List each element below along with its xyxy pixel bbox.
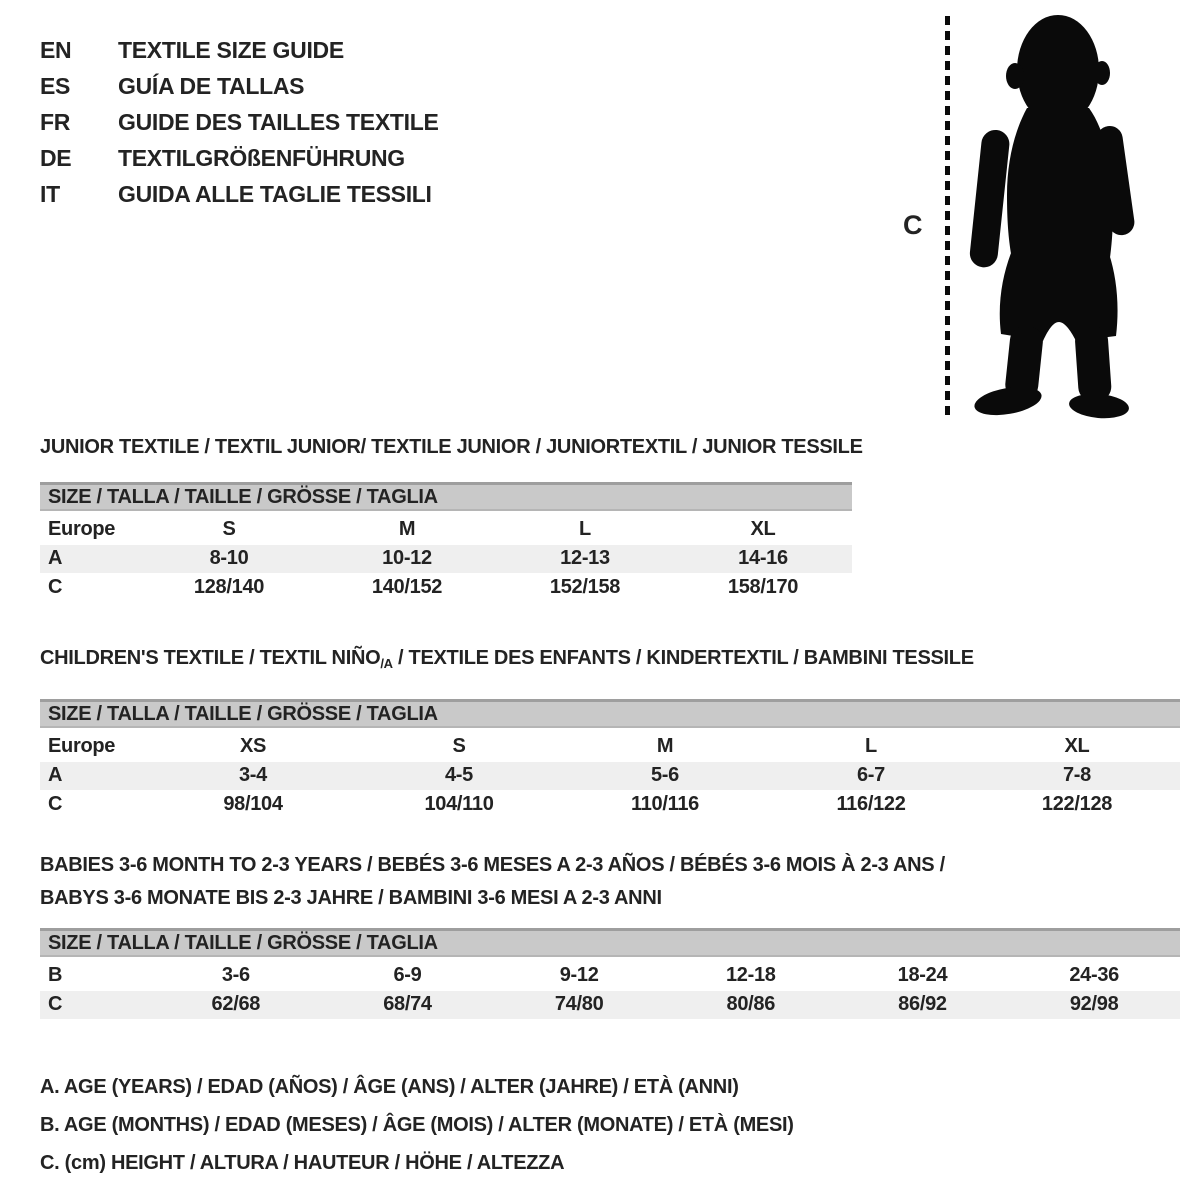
babies-size-header: SIZE / TALLA / TAILLE / GRÖSSE / TAGLIA [40, 928, 1180, 957]
legend-note-c: C. (cm) HEIGHT / ALTURA / HAUTEUR / HÖHE / ALTEZZA [40, 1152, 565, 1174]
cell-value: 12-13 [496, 544, 674, 573]
table-row [40, 990, 1180, 1019]
cell-value: 158/170 [674, 573, 852, 602]
cell-value: 122/128 [974, 790, 1180, 819]
size-column-header: S [140, 515, 318, 544]
cell-value: 98/104 [150, 790, 356, 819]
cell-value: 4-5 [356, 761, 562, 790]
size-column-header: M [318, 515, 496, 544]
cell-value: 14-16 [674, 544, 852, 573]
cell-value: 6-7 [768, 761, 974, 790]
junior-size-header: SIZE / TALLA / TAILLE / GRÖSSE / TAGLIA [40, 482, 852, 511]
row-label: C [40, 573, 140, 602]
size-column-header: L [768, 732, 974, 761]
row-label: C [40, 790, 150, 819]
language-code: EN [40, 37, 72, 63]
legend-note-a: A. AGE (YEARS) / EDAD (AÑOS) / ÂGE (ANS) / ALTER (JAHRE) / ETÀ (ANNI) [40, 1076, 739, 1098]
guide-title: GUIDE DES TAILLES TEXTILE [118, 109, 439, 135]
row-label: B [40, 961, 150, 990]
cell-value: 24-36 [1008, 961, 1180, 990]
babies-section-title-line1: BABIES 3-6 MONTH TO 2-3 YEARS / BEBÉS 3-6 MESES A 2-3 AÑOS / BÉBÉS 3-6 MOIS À 2-3 ANS / [40, 854, 945, 876]
table-row [40, 961, 1180, 990]
row-label: A [40, 544, 140, 573]
guide-title: GUIDA ALLE TAGLIE TESSILI [118, 181, 432, 207]
cell-value: 18-24 [837, 961, 1009, 990]
row-label: A [40, 761, 150, 790]
legend-notes [40, 1068, 794, 1182]
cell-value: 62/68 [150, 990, 322, 1019]
cell-value: 68/74 [322, 990, 494, 1019]
row-label: C [40, 990, 150, 1019]
table-row [40, 573, 852, 602]
junior-section-title: JUNIOR TEXTILE / TEXTIL JUNIOR/ TEXTILE JUNIOR / JUNIORTEXTIL / JUNIOR TESSILE [40, 436, 863, 458]
height-measure-label: C [903, 210, 923, 240]
table-row [40, 761, 1180, 790]
language-code: ES [40, 73, 71, 99]
cell-value: 116/122 [768, 790, 974, 819]
children-size-header: SIZE / TALLA / TAILLE / GRÖSSE / TAGLIA [40, 699, 1180, 728]
guide-title: TEXTILE SIZE GUIDE [118, 37, 344, 63]
region-label: Europe [40, 515, 140, 544]
language-header [40, 32, 439, 212]
size-column-header: L [496, 515, 674, 544]
size-column-header: S [356, 732, 562, 761]
language-row-de [40, 140, 439, 176]
legend-note-b: B. AGE (MONTHS) / EDAD (MESES) / ÂGE (MOIS) / ALTER (MONATE) / ETÀ (MESI) [40, 1114, 794, 1136]
junior-size-table [40, 515, 852, 603]
cell-value: 10-12 [318, 544, 496, 573]
size-column-header: XS [150, 732, 356, 761]
language-row-fr [40, 104, 439, 140]
size-column-header: XL [674, 515, 852, 544]
region-label: Europe [40, 732, 150, 761]
babies-size-table [40, 961, 1180, 1020]
babies-section [40, 849, 1180, 1020]
cell-value: 74/80 [493, 990, 665, 1019]
cell-value: 8-10 [140, 544, 318, 573]
cell-value: 9-12 [493, 961, 665, 990]
cell-value: 152/158 [496, 573, 674, 602]
children-title-subscript: /A [380, 656, 393, 671]
children-title-rest: / TEXTILE DES ENFANTS / KINDERTEXTIL / BAMBINI TESSILE [392, 647, 974, 669]
language-code: FR [40, 109, 71, 135]
children-section-title [40, 645, 1180, 677]
children-title-main: CHILDREN'S TEXTILE / TEXTIL NIÑO [40, 647, 381, 669]
cell-value: 92/98 [1008, 990, 1180, 1019]
cell-value: 3-4 [150, 761, 356, 790]
cell-value: 7-8 [974, 761, 1180, 790]
junior-section [40, 434, 863, 603]
guide-title: TEXTILGRÖßENFÜHRUNG [118, 145, 405, 171]
table-row [40, 732, 1180, 761]
toddler-silhouette-icon [963, 10, 1145, 420]
cell-value: 128/140 [140, 573, 318, 602]
guide-title: GUÍA DE TALLAS [118, 73, 305, 99]
language-code: DE [40, 145, 72, 171]
language-row-es [40, 68, 439, 104]
language-row-it [40, 176, 439, 212]
cell-value: 110/116 [562, 790, 768, 819]
size-column-header: XL [974, 732, 1180, 761]
cell-value: 12-18 [665, 961, 837, 990]
children-section [40, 645, 1180, 820]
babies-section-title-line2: BABYS 3-6 MONATE BIS 2-3 JAHRE / BAMBINI 3-6 MESI A 2-3 ANNI [40, 887, 662, 909]
size-column-header: M [562, 732, 768, 761]
cell-value: 140/152 [318, 573, 496, 602]
table-row [40, 544, 852, 573]
height-dashed-line [945, 16, 950, 416]
language-code: IT [40, 181, 60, 207]
cell-value: 86/92 [837, 990, 1009, 1019]
table-row [40, 790, 1180, 819]
language-row-en [40, 32, 439, 68]
children-size-table [40, 732, 1180, 820]
cell-value: 104/110 [356, 790, 562, 819]
cell-value: 6-9 [322, 961, 494, 990]
cell-value: 80/86 [665, 990, 837, 1019]
table-row [40, 515, 852, 544]
cell-value: 3-6 [150, 961, 322, 990]
cell-value: 5-6 [562, 761, 768, 790]
